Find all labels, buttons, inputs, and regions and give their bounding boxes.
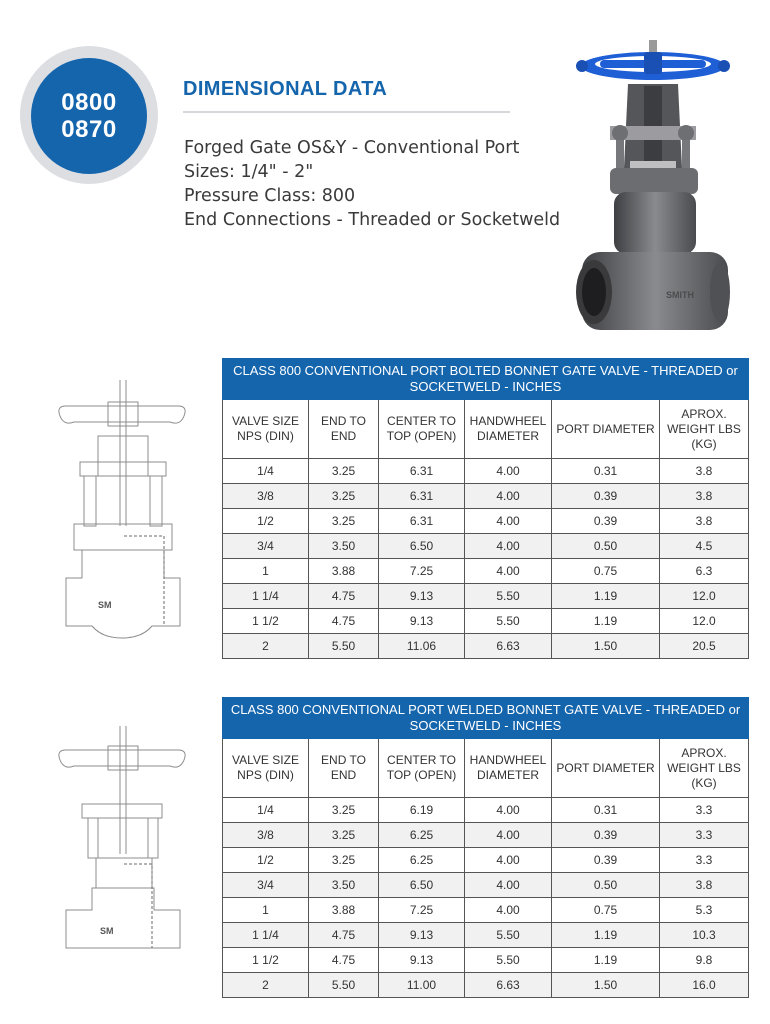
table-title: CLASS 800 CONVENTIONAL PORT WELDED BONNET GATE VALVE - THREADED or SOCKETWELD - INCHES (223, 698, 749, 739)
table-cell: 4.75 (309, 584, 379, 609)
table-cell: 1 1/4 (223, 923, 309, 948)
spec-line: Pressure Class: 800 (184, 186, 356, 206)
table-cell: 4.00 (465, 509, 552, 534)
drawing-mark: SM (98, 600, 112, 610)
table-row (223, 634, 749, 659)
table-row (223, 973, 749, 998)
table-cell: 0.39 (552, 484, 660, 509)
table-cell: 0.50 (552, 534, 660, 559)
column-header: HANDWHEEL DIAMETER (465, 739, 552, 798)
table-cell: 7.25 (379, 559, 465, 584)
table-cell: 7.25 (379, 898, 465, 923)
table-cell: 3.8 (660, 873, 749, 898)
table-title: CLASS 800 CONVENTIONAL PORT BOLTED BONNET GATE VALVE - THREADED or SOCKETWELD - INCHES (223, 359, 749, 400)
table-cell: 9.13 (379, 948, 465, 973)
table-cell: 16.0 (660, 973, 749, 998)
table-cell: 4.00 (465, 798, 552, 823)
table-cell: 3.88 (309, 898, 379, 923)
column-header: VALVE SIZE NPS (DIN) (223, 400, 309, 459)
table-cell: 4.00 (465, 534, 552, 559)
spec-line: End Connections - Threaded or Socketweld (184, 210, 561, 230)
table-cell: 0.39 (552, 509, 660, 534)
table-cell: 5.50 (465, 923, 552, 948)
table-cell: 20.5 (660, 634, 749, 659)
column-header: END TO END (309, 739, 379, 798)
table-cell: 1/4 (223, 798, 309, 823)
table-cell: 3/4 (223, 534, 309, 559)
table-cell: 4.00 (465, 484, 552, 509)
table-cell: 6.50 (379, 534, 465, 559)
table-cell: 0.31 (552, 459, 660, 484)
table-cell: 3.25 (309, 459, 379, 484)
model-badge (31, 58, 147, 174)
table-body (223, 798, 749, 998)
table-cell: 3.25 (309, 484, 379, 509)
table-cell: 3.3 (660, 848, 749, 873)
table-cell: 9.13 (379, 923, 465, 948)
table-row (223, 459, 749, 484)
table-cell: 4.75 (309, 948, 379, 973)
table-cell: 12.0 (660, 584, 749, 609)
table-row (223, 873, 749, 898)
table-cell: 11.00 (379, 973, 465, 998)
table-cell: 1.19 (552, 948, 660, 973)
table-cell: 6.63 (465, 973, 552, 998)
table-cell: 5.50 (465, 584, 552, 609)
column-header: PORT DIAMETER (552, 739, 660, 798)
table-cell: 6.19 (379, 798, 465, 823)
column-header: PORT DIAMETER (552, 400, 660, 459)
badge-line-2: 0870 (61, 116, 117, 143)
table-cell: 5.3 (660, 898, 749, 923)
table-cell: 0.39 (552, 848, 660, 873)
table-cell: 4.5 (660, 534, 749, 559)
table-cell: 10.3 (660, 923, 749, 948)
table-body (223, 459, 749, 659)
column-header: CENTER TO TOP (OPEN) (379, 739, 465, 798)
table-cell: 1 (223, 559, 309, 584)
table-row (223, 798, 749, 823)
table-cell: 2 (223, 973, 309, 998)
table-cell: 1 1/2 (223, 609, 309, 634)
column-header: APROX. WEIGHT LBS (KG) (660, 400, 749, 459)
table-cell: 3.3 (660, 823, 749, 848)
table-cell: 1.19 (552, 923, 660, 948)
bolted-bonnet-drawing (52, 376, 192, 640)
page-title: DIMENSIONAL DATA (183, 78, 388, 100)
table-cell: 3.25 (309, 848, 379, 873)
badge-line-1: 0800 (61, 89, 117, 116)
table-cell: 0.39 (552, 823, 660, 848)
bolted-bonnet-table (222, 358, 749, 659)
table-row (223, 898, 749, 923)
table-cell: 6.25 (379, 848, 465, 873)
table-cell: 6.3 (660, 559, 749, 584)
table-cell: 4.00 (465, 823, 552, 848)
table-row (223, 823, 749, 848)
table-cell: 3.88 (309, 559, 379, 584)
welded-bonnet-table (222, 697, 749, 998)
table-cell: 3/8 (223, 484, 309, 509)
table-cell: 3.25 (309, 798, 379, 823)
table-cell: 3.8 (660, 459, 749, 484)
table-cell: 4.00 (465, 559, 552, 584)
gate-valve-photo (570, 36, 740, 336)
welded-bonnet-drawing (52, 724, 192, 956)
table-cell: 6.25 (379, 823, 465, 848)
table-cell: 9.13 (379, 609, 465, 634)
table-cell: 3.8 (660, 509, 749, 534)
table-cell: 1.50 (552, 973, 660, 998)
table-row (223, 923, 749, 948)
column-header: VALVE SIZE NPS (DIN) (223, 739, 309, 798)
table-cell: 6.50 (379, 873, 465, 898)
table-cell: 5.50 (309, 973, 379, 998)
table-row (223, 848, 749, 873)
table-cell: 5.50 (309, 634, 379, 659)
table-cell: 6.63 (465, 634, 552, 659)
table-cell: 3.25 (309, 823, 379, 848)
table-cell: 1 1/4 (223, 584, 309, 609)
table-cell: 3/4 (223, 873, 309, 898)
column-header: APROX. WEIGHT LBS (KG) (660, 739, 749, 798)
table-cell: 9.13 (379, 584, 465, 609)
table-row (223, 509, 749, 534)
table-cell: 9.8 (660, 948, 749, 973)
drawing-mark: SM (100, 926, 114, 936)
table-row (223, 948, 749, 973)
column-header: END TO END (309, 400, 379, 459)
title-divider (183, 111, 510, 113)
table-cell: 3.50 (309, 534, 379, 559)
table-cell: 6.31 (379, 509, 465, 534)
table-cell: 3.8 (660, 484, 749, 509)
table-cell: 3.50 (309, 873, 379, 898)
table-row (223, 609, 749, 634)
table-cell: 5.50 (465, 948, 552, 973)
table-cell: 12.0 (660, 609, 749, 634)
svg-text:SMITH: SMITH (666, 290, 694, 300)
column-header: HANDWHEEL DIAMETER (465, 400, 552, 459)
table-cell: 3.3 (660, 798, 749, 823)
table-row (223, 534, 749, 559)
table-cell: 4.00 (465, 459, 552, 484)
column-header: CENTER TO TOP (OPEN) (379, 400, 465, 459)
table-cell: 1.19 (552, 584, 660, 609)
table-row (223, 484, 749, 509)
spec-list (184, 136, 560, 232)
table-cell: 4.75 (309, 609, 379, 634)
table-cell: 0.75 (552, 559, 660, 584)
table-cell: 6.31 (379, 459, 465, 484)
table-cell: 4.00 (465, 898, 552, 923)
table-cell: 1/4 (223, 459, 309, 484)
table-row (223, 584, 749, 609)
table-cell: 1/2 (223, 509, 309, 534)
spec-line: Forged Gate OS&Y - Conventional Port (184, 138, 520, 158)
table-cell: 3.25 (309, 509, 379, 534)
table-cell: 3/8 (223, 823, 309, 848)
table-cell: 5.50 (465, 609, 552, 634)
table-cell: 1.19 (552, 609, 660, 634)
table-cell: 4.75 (309, 923, 379, 948)
table-cell: 6.31 (379, 484, 465, 509)
table-cell: 4.00 (465, 848, 552, 873)
table-cell: 11.06 (379, 634, 465, 659)
table-row (223, 559, 749, 584)
spec-line: Sizes: 1/4" - 2" (184, 162, 314, 182)
table-cell: 0.75 (552, 898, 660, 923)
table-cell: 1 1/2 (223, 948, 309, 973)
table-cell: 0.50 (552, 873, 660, 898)
table-cell: 0.31 (552, 798, 660, 823)
table-cell: 1/2 (223, 848, 309, 873)
table-cell: 1 (223, 898, 309, 923)
table-cell: 1.50 (552, 634, 660, 659)
table-cell: 2 (223, 634, 309, 659)
table-cell: 4.00 (465, 873, 552, 898)
